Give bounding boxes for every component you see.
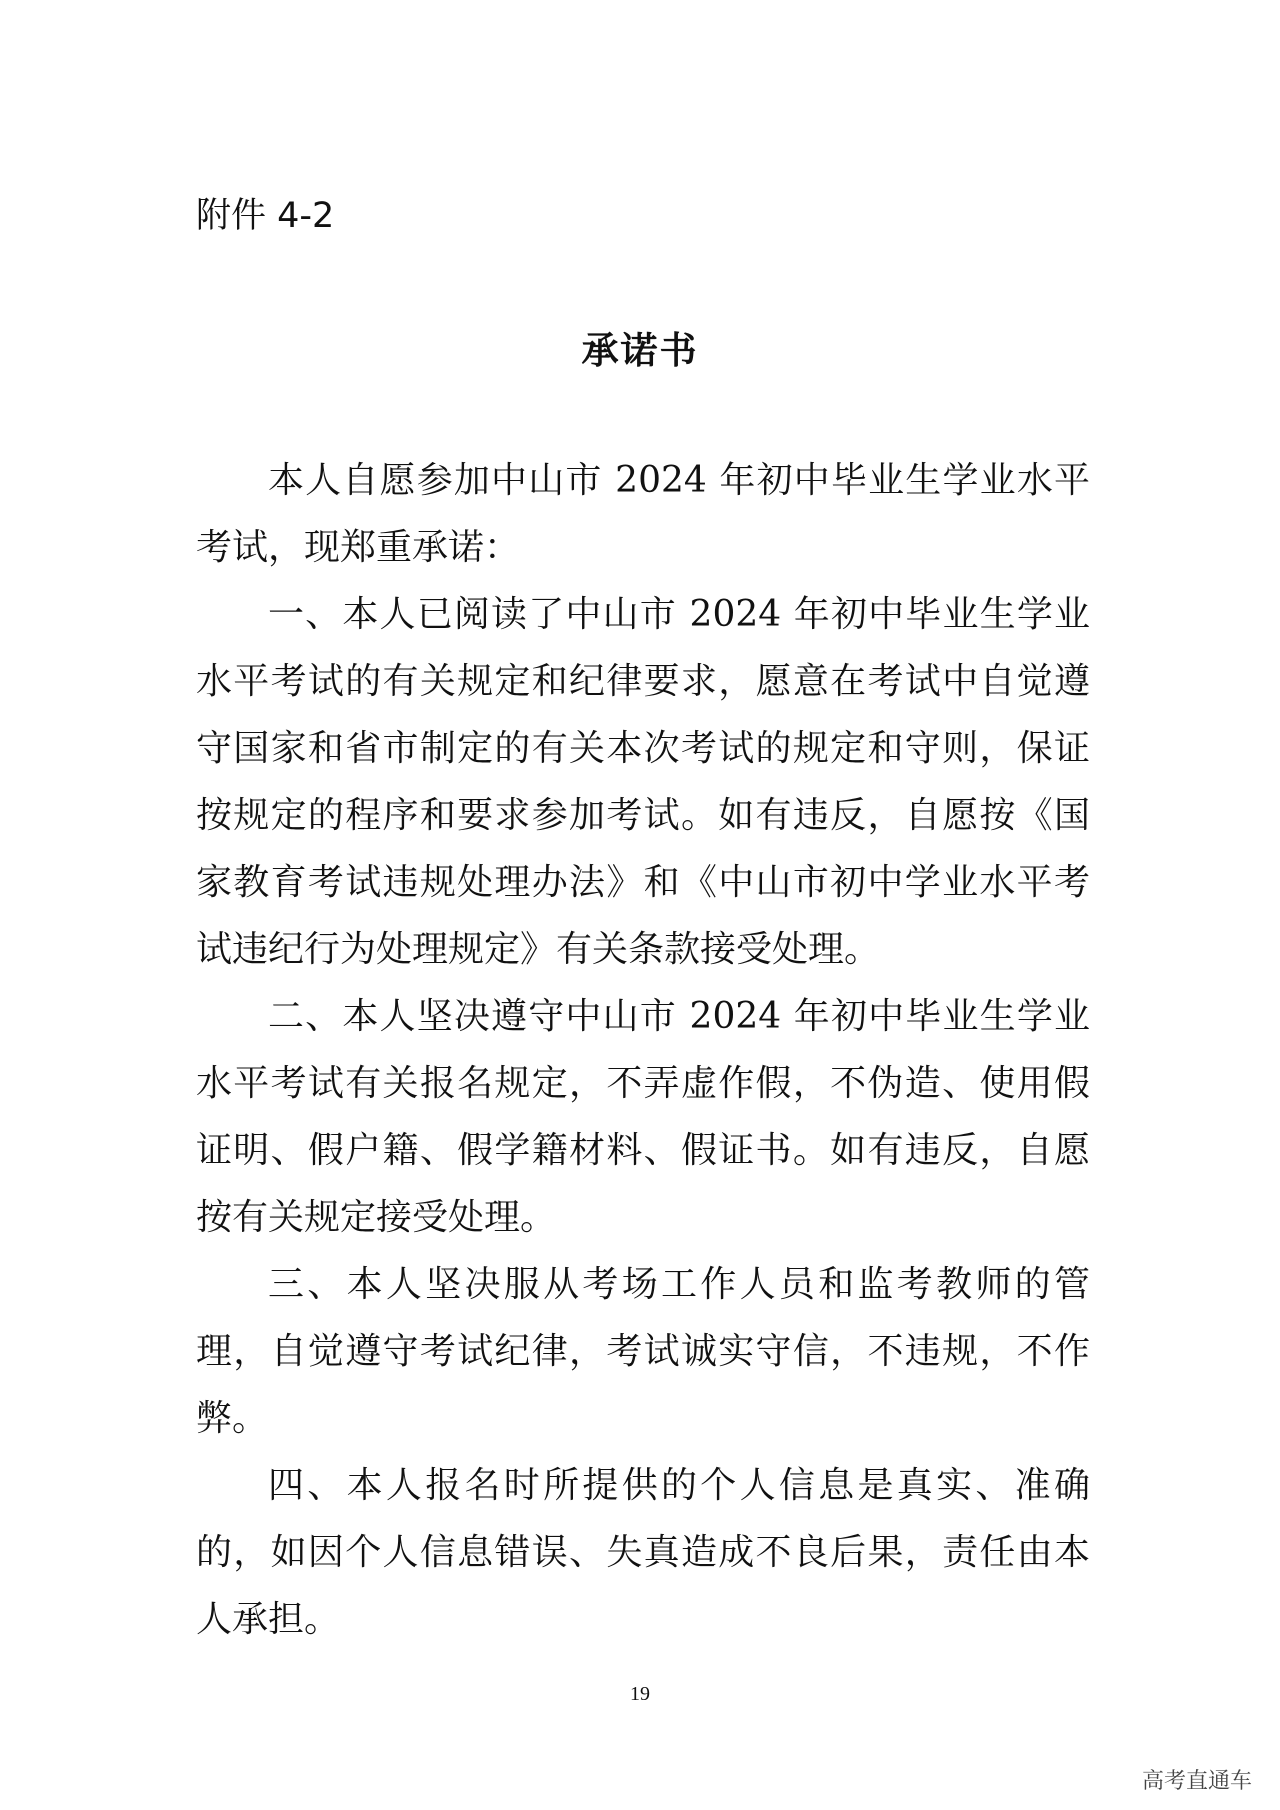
- commitment-body: [196, 447, 1090, 1653]
- watermark: 高考直通车: [1141, 1769, 1252, 1794]
- clause-1-paragraph: 一、本人已阅读了中山市 2024 年初中毕业生学业水平考试的有关规定和纪律要求，愿意在考试中自觉遵守国家和省市制定的有关本次考试的规定和守则，保证按规定的程序和要求参加考试。如有违反，自愿按《国家教育考试违规处理办法》和《中山市初中学业水平考试违纪行为处理规定》有关条款接受处理。: [196, 594, 1090, 970]
- clause-4-paragraph: 四、本人报名时所提供的个人信息是真实、准确的，如因个人信息错误、失真造成不良后果，责任由本人承担。: [196, 1465, 1090, 1640]
- intro-paragraph: 本人自愿参加中山市 2024 年初中毕业生学业水平考试，现郑重承诺：: [196, 460, 1090, 568]
- page-title: 承诺书: [581, 329, 699, 372]
- clause-3-paragraph: 三、本人坚决服从考场工作人员和监考教师的管理，自觉遵守考试纪律，考试诚实守信，不违规，不作弊。: [196, 1264, 1090, 1439]
- clause-2-paragraph: 二、本人坚决遵守中山市 2024 年初中毕业生学业水平考试有关报名规定，不弄虚作假，不伪造、使用假证明、假户籍、假学籍材料、假证书。如有违反，自愿按有关规定接受处理。: [196, 996, 1090, 1238]
- page-number: 19: [630, 1683, 650, 1705]
- attachment-label: 附件 4-2: [196, 196, 335, 236]
